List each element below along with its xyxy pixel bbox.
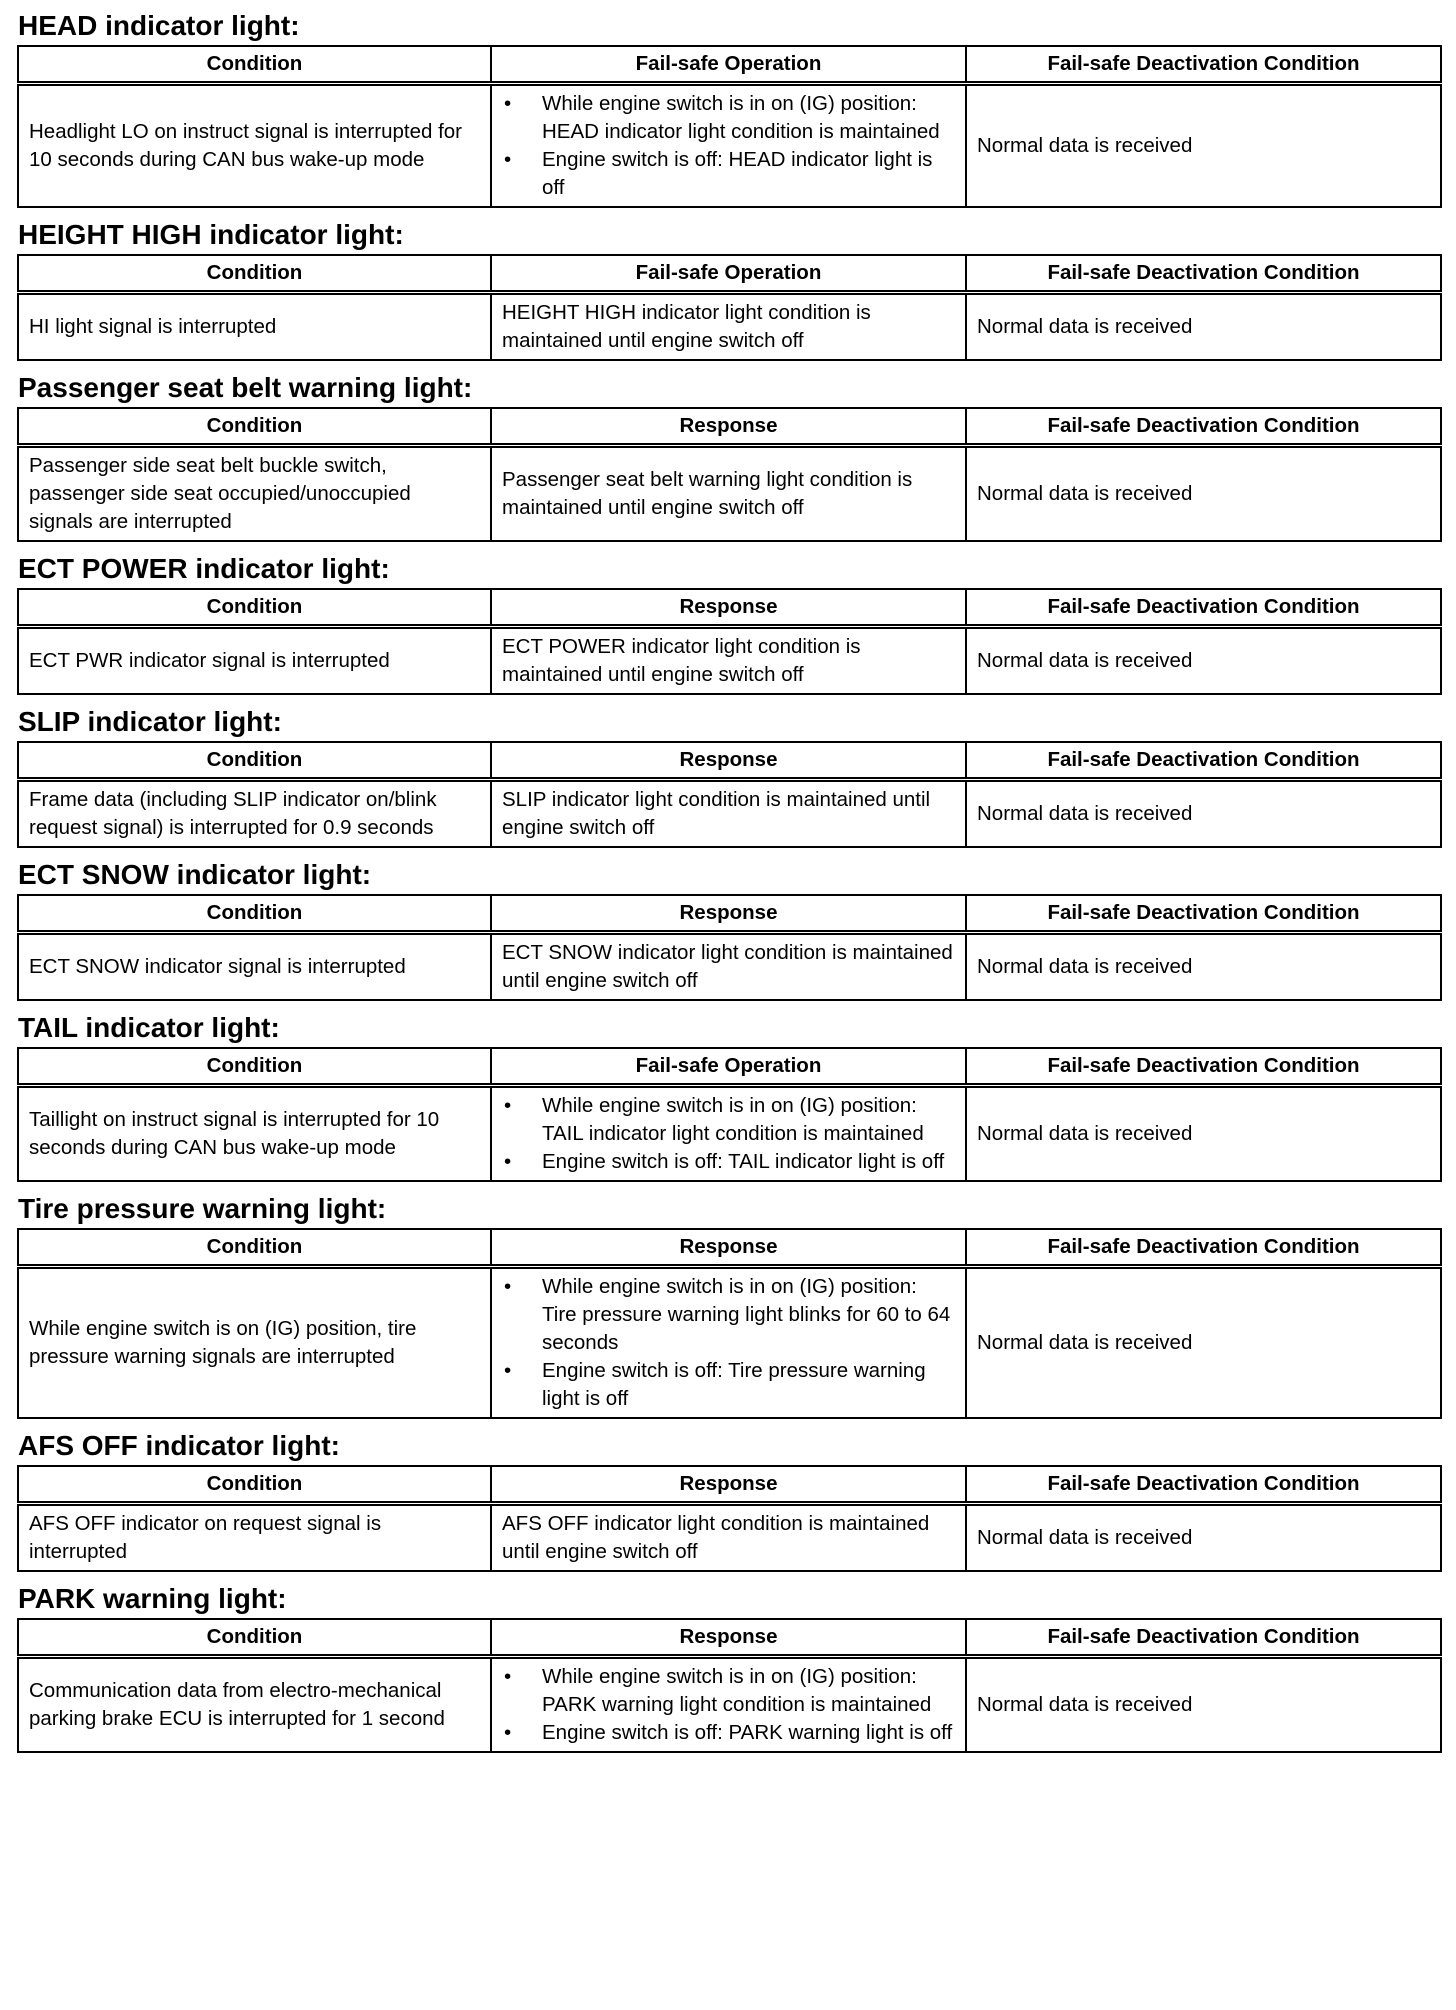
deactivation-cell: Normal data is received [966, 1504, 1441, 1572]
condition-cell: Headlight LO on instruct signal is interrupted for 10 seconds during CAN bus wake-up mode [18, 84, 491, 208]
failsafe-table [17, 741, 1442, 848]
deactivation-cell: Normal data is received [966, 627, 1441, 695]
header-response: Response [491, 408, 966, 446]
response-cell: HEIGHT HIGH indicator light condition is maintained until engine switch off [491, 293, 966, 361]
response-cell [491, 1267, 966, 1419]
header-deactivation: Fail-safe Deactivation Condition [966, 895, 1441, 933]
table-header-row [18, 1229, 1441, 1267]
response-cell [491, 84, 966, 208]
failsafe-table [17, 1465, 1442, 1572]
header-response: Fail-safe Operation [491, 46, 966, 84]
section [17, 1582, 1440, 1763]
table-header-row [18, 255, 1441, 293]
deactivation-cell: Normal data is received [966, 1657, 1441, 1753]
condition-cell: ECT SNOW indicator signal is interrupted [18, 933, 491, 1001]
header-deactivation: Fail-safe Deactivation Condition [966, 1466, 1441, 1504]
header-response: Response [491, 1619, 966, 1657]
section-title: ECT POWER indicator light: [18, 553, 390, 584]
section [17, 552, 1440, 705]
section-spacer [17, 1419, 1440, 1429]
header-deactivation: Fail-safe Deactivation Condition [966, 742, 1441, 780]
deactivation-cell: Normal data is received [966, 780, 1441, 848]
deactivation-cell: Normal data is received [966, 1086, 1441, 1182]
table-row [18, 1504, 1441, 1572]
response-bullet: • While engine switch is in on (IG) position: HEAD indicator light condition is maintained [502, 90, 955, 146]
table-header-row [18, 1466, 1441, 1504]
condition-cell: Taillight on instruct signal is interrupted for 10 seconds during CAN bus wake-up mode [18, 1086, 491, 1182]
table-header-row [18, 46, 1441, 84]
deactivation-cell: Normal data is received [966, 1267, 1441, 1419]
response-cell: ECT POWER indicator light condition is maintained until engine switch off [491, 627, 966, 695]
header-condition: Condition [18, 46, 491, 84]
header-condition: Condition [18, 1466, 491, 1504]
section [17, 218, 1440, 371]
failsafe-table [17, 1618, 1442, 1753]
header-deactivation: Fail-safe Deactivation Condition [966, 1048, 1441, 1086]
header-condition: Condition [18, 742, 491, 780]
table-row [18, 1086, 1441, 1182]
response-cell [491, 1657, 966, 1753]
deactivation-cell: Normal data is received [966, 84, 1441, 208]
header-condition: Condition [18, 589, 491, 627]
table-row [18, 627, 1441, 695]
table-row [18, 446, 1441, 542]
failsafe-table [17, 588, 1442, 695]
header-response: Response [491, 1466, 966, 1504]
header-response: Fail-safe Operation [491, 255, 966, 293]
header-condition: Condition [18, 1048, 491, 1086]
section-spacer [17, 1572, 1440, 1582]
table-row [18, 293, 1441, 361]
header-condition: Condition [18, 255, 491, 293]
header-deactivation: Fail-safe Deactivation Condition [966, 408, 1441, 446]
section [17, 705, 1440, 858]
header-condition: Condition [18, 1229, 491, 1267]
section-title: AFS OFF indicator light: [18, 1430, 340, 1461]
table-header-row [18, 742, 1441, 780]
section-spacer [17, 542, 1440, 552]
failsafe-table [17, 407, 1442, 542]
header-condition: Condition [18, 1619, 491, 1657]
response-bullet: • Engine switch is off: PARK warning light is off [502, 1719, 955, 1747]
document [17, 9, 1440, 1763]
section-spacer [17, 695, 1440, 705]
table-header-row [18, 1619, 1441, 1657]
header-deactivation: Fail-safe Deactivation Condition [966, 1229, 1441, 1267]
response-cell: Passenger seat belt warning light condition is maintained until engine switch off [491, 446, 966, 542]
section-title: Tire pressure warning light: [18, 1193, 387, 1224]
response-bullet-list [502, 90, 955, 202]
condition-cell: ECT PWR indicator signal is interrupted [18, 627, 491, 695]
response-cell [491, 1086, 966, 1182]
header-response: Fail-safe Operation [491, 1048, 966, 1086]
header-deactivation: Fail-safe Deactivation Condition [966, 1619, 1441, 1657]
header-deactivation: Fail-safe Deactivation Condition [966, 589, 1441, 627]
table-row [18, 933, 1441, 1001]
section-spacer [17, 1001, 1440, 1011]
table-row [18, 1267, 1441, 1419]
response-cell: AFS OFF indicator light condition is maintained until engine switch off [491, 1504, 966, 1572]
section [17, 858, 1440, 1011]
response-bullet-list [502, 1092, 955, 1176]
response-bullet: • While engine switch is in on (IG) position: Tire pressure warning light blinks for 60 to 64 seconds [502, 1273, 955, 1357]
section-title: ECT SNOW indicator light: [18, 859, 372, 890]
response-bullet-list [502, 1273, 955, 1413]
header-deactivation: Fail-safe Deactivation Condition [966, 255, 1441, 293]
table-header-row [18, 408, 1441, 446]
section [17, 9, 1440, 218]
condition-cell: Passenger side seat belt buckle switch, passenger side seat occupied/unoccupied signals are interrupted [18, 446, 491, 542]
condition-cell: HI light signal is interrupted [18, 293, 491, 361]
header-response: Response [491, 589, 966, 627]
section-spacer [17, 208, 1440, 218]
condition-cell: While engine switch is on (IG) position, tire pressure warning signals are interrupted [18, 1267, 491, 1419]
condition-cell: AFS OFF indicator on request signal is interrupted [18, 1504, 491, 1572]
section-title: HEAD indicator light: [18, 10, 300, 41]
table-row [18, 84, 1441, 208]
header-condition: Condition [18, 895, 491, 933]
response-bullet: • Engine switch is off: HEAD indicator light is off [502, 146, 955, 202]
table-header-row [18, 895, 1441, 933]
header-deactivation: Fail-safe Deactivation Condition [966, 46, 1441, 84]
header-response: Response [491, 895, 966, 933]
response-cell: SLIP indicator light condition is maintained until engine switch off [491, 780, 966, 848]
section-title: TAIL indicator light: [18, 1012, 280, 1043]
section [17, 1429, 1440, 1582]
section-title: SLIP indicator light: [18, 706, 282, 737]
section-spacer [17, 848, 1440, 858]
failsafe-table [17, 894, 1442, 1001]
section [17, 1011, 1440, 1192]
section-title: Passenger seat belt warning light: [18, 372, 473, 403]
section-spacer [17, 1753, 1440, 1763]
section-spacer [17, 1182, 1440, 1192]
deactivation-cell: Normal data is received [966, 446, 1441, 542]
response-bullet: • Engine switch is off: TAIL indicator light is off [502, 1148, 955, 1176]
section-title: HEIGHT HIGH indicator light: [18, 219, 404, 250]
failsafe-table [17, 45, 1442, 208]
response-bullet: • While engine switch is in on (IG) position: PARK warning light condition is maintained [502, 1663, 955, 1719]
failsafe-table [17, 254, 1442, 361]
response-bullet: • While engine switch is in on (IG) position: TAIL indicator light condition is maintained [502, 1092, 955, 1148]
condition-cell: Frame data (including SLIP indicator on/blink request signal) is interrupted for 0.9 seconds [18, 780, 491, 848]
section [17, 371, 1440, 552]
section [17, 1192, 1440, 1429]
table-row [18, 780, 1441, 848]
response-bullet: • Engine switch is off: Tire pressure warning light is off [502, 1357, 955, 1413]
section-title: PARK warning light: [18, 1583, 287, 1614]
section-spacer [17, 361, 1440, 371]
table-row [18, 1657, 1441, 1753]
failsafe-table [17, 1228, 1442, 1419]
table-header-row [18, 1048, 1441, 1086]
deactivation-cell: Normal data is received [966, 933, 1441, 1001]
failsafe-table [17, 1047, 1442, 1182]
deactivation-cell: Normal data is received [966, 293, 1441, 361]
header-condition: Condition [18, 408, 491, 446]
response-bullet-list [502, 1663, 955, 1747]
table-header-row [18, 589, 1441, 627]
header-response: Response [491, 742, 966, 780]
condition-cell: Communication data from electro-mechanical parking brake ECU is interrupted for 1 second [18, 1657, 491, 1753]
response-cell: ECT SNOW indicator light condition is maintained until engine switch off [491, 933, 966, 1001]
header-response: Response [491, 1229, 966, 1267]
